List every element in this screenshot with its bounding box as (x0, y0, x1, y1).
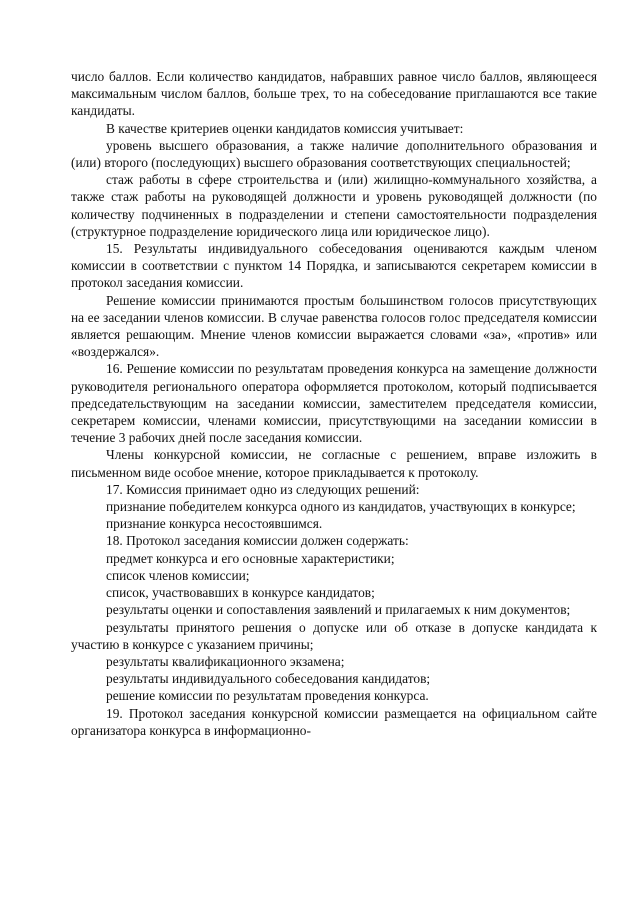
paragraph-item-18: 18. Протокол заседания комиссии должен содержать: (106, 533, 409, 549)
paragraph-decision-winner: признание победителем конкурса одного из кандидатов, участвующих в конкурсе; (106, 499, 576, 515)
document-page (71, 68, 597, 739)
paragraph-scoring-continuation: число баллов. Если количество кандидатов, набравших равное число баллов, являющееся максимальным числом баллов, больше трех, то на собеседование приглашаются все такие кандидаты. (71, 69, 597, 119)
paragraph-item-16: 16. Решение комиссии по результатам проведения конкурса на замещение должности руководителя регионального оператора оформляется протоколом, который подписывается председательствующим на заседании комиссии, заместителем председателя комиссии, секретарем комиссии, членами комиссии, присутствующими на заседании комиссии в течение 3 рабочих дней после заседания комиссии. (71, 361, 597, 446)
paragraph-protocol-evaluation: результаты оценки и сопоставления заявлений и прилагаемых к ним документов; (106, 602, 571, 618)
paragraph-protocol-decision: решение комиссии по результатам проведения конкурса. (106, 688, 429, 704)
paragraph-voting-rules: Решение комиссии принимаются простым большинством голосов присутствующих на ее заседании членов комиссии. В случае равенства голосов голос председателя комиссии является решающим. Мнение членов комиссии выражается словами «за», «против» или «воздержался». (71, 292, 597, 360)
paragraph-decision-failed: признание конкурса несостоявшимся. (106, 516, 323, 532)
paragraph-item-17: 17. Комиссия принимает одно из следующих решений: (106, 481, 420, 497)
paragraph-protocol-exam: результаты квалификационного экзамена; (106, 653, 345, 669)
paragraph-protocol-interview: результаты индивидуального собеседования кандидатов; (106, 671, 431, 687)
paragraph-protocol-members: список членов комиссии; (106, 567, 250, 583)
paragraph-dissenting-opinion: Члены конкурсной комиссии, не согласные с решением, вправе изложить в письменном виде особое мнение, которое прикладывается к протоколу. (71, 447, 597, 480)
paragraph-protocol-subject: предмет конкурса и его основные характеристики; (106, 550, 395, 566)
paragraph-item-15: 15. Результаты индивидуального собеседования оцениваются каждым членом комиссии в соответствии с пунктом 14 Порядка, и записываются секретарем комиссии в протокол заседания комиссии. (71, 241, 597, 291)
paragraph-protocol-admission: результаты принятого решения о допуске или об отказе в допуске кандидата к участию в конкурсе с указанием причины; (71, 619, 597, 652)
paragraph-criterion-education: уровень высшего образования, а также наличие дополнительного образования и (или) второго (последующих) высшего образования соответствующих специальностей; (71, 137, 597, 171)
paragraph-criteria-intro: В качестве критериев оценки кандидатов комиссия учитывает: (106, 120, 464, 136)
paragraph-criterion-experience: стаж работы в сфере строительства и (или) жилищно-коммунального хозяйства, а также стаж работы на руководящей должности и уровень руководящей должности (по количеству подчиненных в подразделении и степени самостоятельности подразделения (структурное подразделение юридического лица или юридическое лицо). (71, 172, 597, 239)
paragraph-item-19: 19. Протокол заседания конкурсной комиссии размещается на официальном сайте организатора конкурса в информационно- (71, 705, 597, 738)
paragraph-protocol-candidates: список, участвовавших в конкурсе кандидатов; (106, 585, 375, 601)
